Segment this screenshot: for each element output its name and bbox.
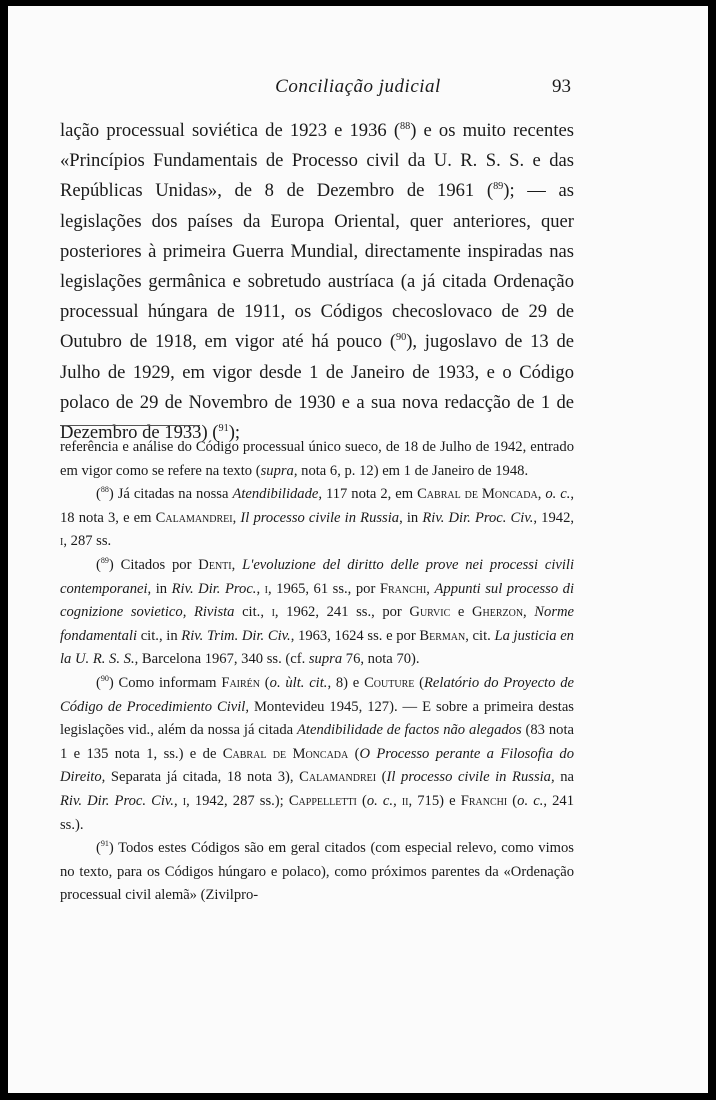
main-text (60, 116, 574, 448)
footnote-separator (60, 425, 200, 426)
page-header (8, 76, 708, 104)
footnote-continuation: referência e análise do Código processual único sueco, de 18 de Julho de 1942, entrado em vigor como se refere na texto (supra, nota 6, p. 12) em 1 de Janeiro de 1948. (60, 439, 574, 479)
running-title: Conciliação judicial (275, 76, 441, 97)
footnote-91: ($^{91}$) Todos estes Códigos são em geral citados (com especial relevo, como vimos no texto, para os Códigos húngaro e polaco), como próximos parentes da «Ordenação processual civil alemã» (Zivilpro- (60, 839, 574, 904)
footnote-89: ($^{89}$) Citados por Denti, L'evoluzione del diritto delle prove nei processi civili contemporanei, in Riv. Dir. Proc., i, 1965, 61 ss., por Franchi, Appunti sul processo di cognizione sovietico, Rivista cit., i, 1962, 241 ss., por Gurvic e Gherzon, Norme fondamentali cit., in Riv. Trim. Dir. Civ., 1963, 1624 ss. e por Berman, cit. La justicia en la U. R. S. S., Barcelona 1967, 340 ss. (cf. supra 76, nota 70). (60, 556, 575, 668)
footnote-ref-91: 91 (218, 422, 229, 434)
footnote-ref-88: 88 (400, 120, 411, 132)
book-page (8, 6, 708, 1093)
page-number: 93 (552, 76, 571, 97)
body-paragraph: lação processual soviética de 1923 e 1936 ($^{88}$) e os muito recentes «Princípios Fundamentais de Processo civil da U. R. S. S. e das Repúblicas Unidas», de 8 de Dezembro de 1961 ($^{89}$); — as legislações dos países da Europa Oriental, quer anteriores, quer posteriores à primeira Guerra Mundial, directamente inspiradas nas legislações germânica e sobretudo austríaca (a já citada Ordenação processual húngara de 1911, os Códigos checoslovaco de 29 de Outubro de 1918, em vigor até há pouco ($^{90}$), jugoslavo de 13 de Julho de 1929, em vigor desde 1 de Janeiro de 1933, e o Código polaco de 29 de Novembro de 1930 e a sua nova redacção de 1 de Dezembro de 1933) ($^{91}$); (60, 120, 574, 444)
footnote-90: ($^{90}$) Como informam Fairén (o. ùlt. cit., 8) e Couture (Relatório do Proyecto de Código de Procedimiento Civil, Montevideu 1945, 127). — E sobre a primeira destas legislações vid., além da nossa já citada Atendibilidade de factos não alegados (83 nota 1 e 135 nota 1, ss.) e de Cabral de Moncada (O Processo perante a Filosofia do Direito, Separata já citada, 18 nota 3), Calamandrei (Il processo civile in Russia, na Riv. Dir. Proc. Civ., i, 1942, 287 ss.); Cappelletti (o. c., ii, 715) e Franchi (o. c., 241 ss.). (60, 674, 574, 833)
footnote-ref-89: 89 (493, 181, 504, 193)
footnote-88: ($^{88}$) Já citadas na nossa Atendibilidade, 117 nota 2, em Cabral de Moncada, o. c., 18 nota 3, e em Calamandrei, Il processo civile in Russia, in Riv. Dir. Proc. Civ., 1942, i, 287 ss. (60, 485, 575, 550)
footnotes (60, 436, 574, 908)
footnote-ref-90: 90 (396, 332, 407, 344)
